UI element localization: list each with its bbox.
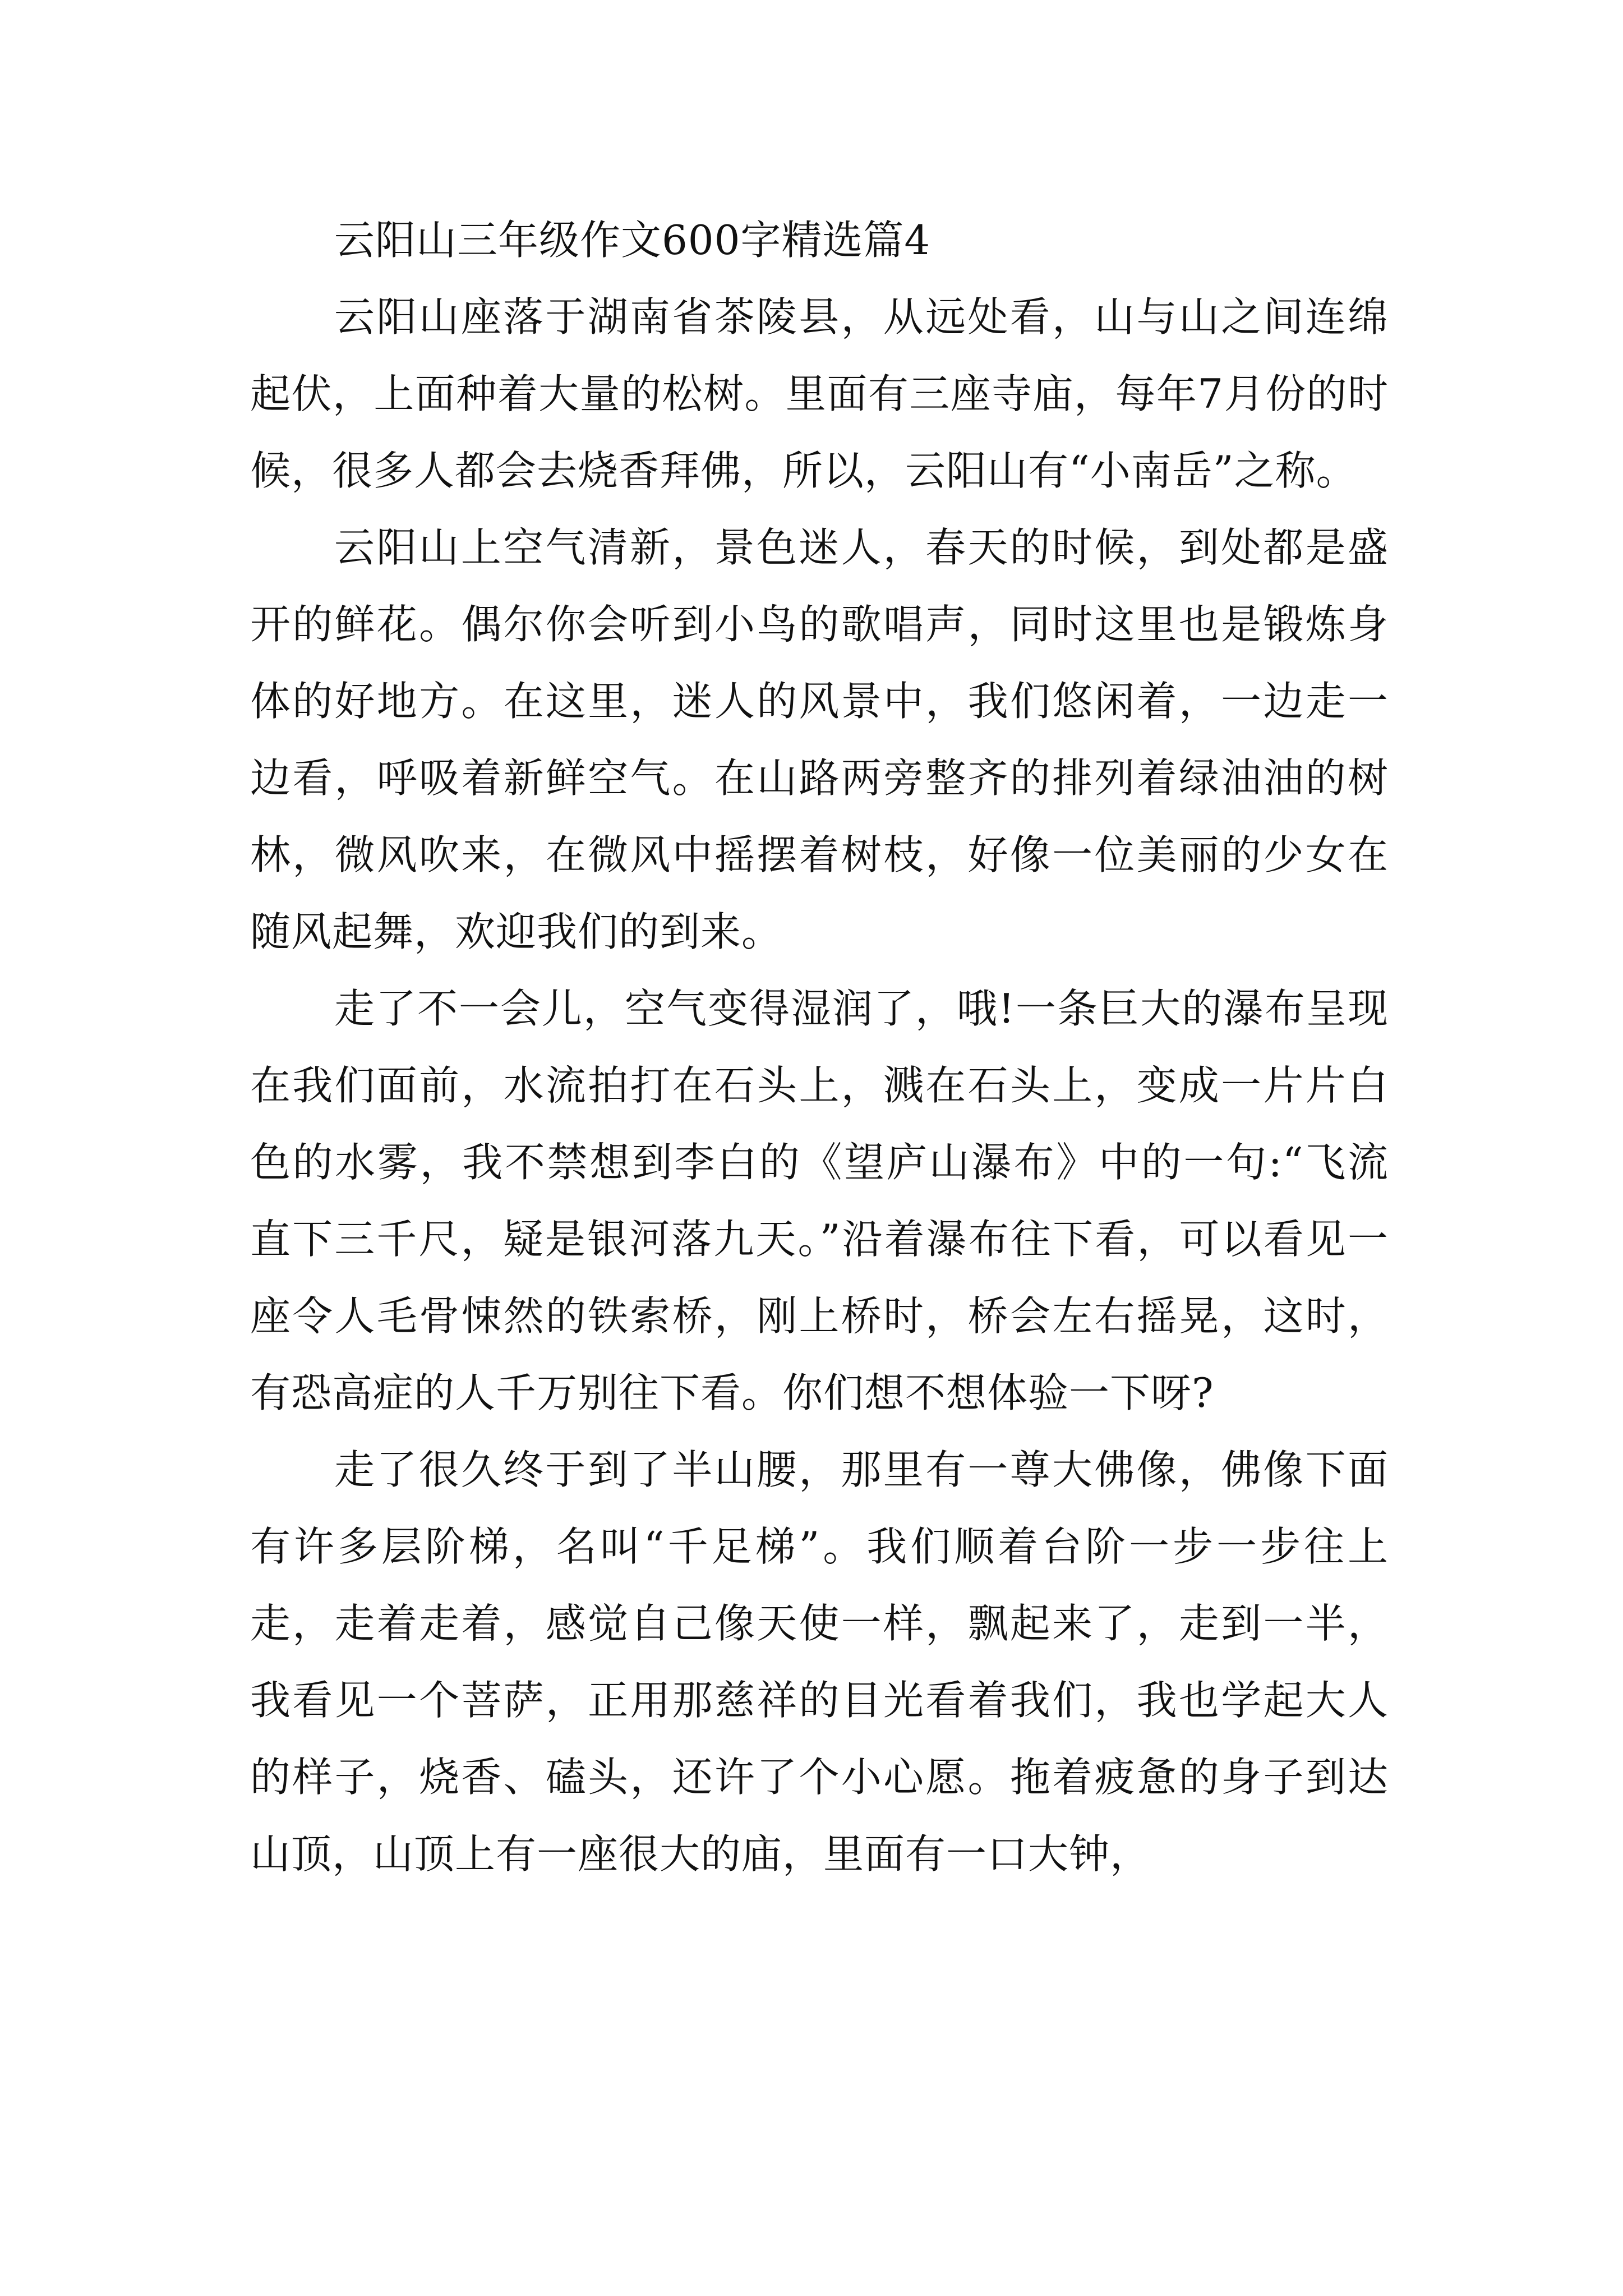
paragraph-2: 云阳山上空气清新，景色迷人，春天的时候，到处都是盛开的鲜花。偶尔你会听到小鸟的歌唱声，同时这里也是锻炼身体的好地方。在这里，迷人的风景中，我们悠闲着，一边走一边看，呼吸着新鲜空气。在山路两旁整齐的排列着绿油油的树林，微风吹来，在微风中摇摆着树枝，好像一位美丽的少女在随风起舞，欢迎我们的到来。 [250, 524, 1389, 955]
essay-title: 云阳山三年级作文600字精选篇4 [334, 217, 931, 264]
paragraph-1: 云阳山座落于湖南省茶陵县，从远处看，山与山之间连绵起伏，上面种着大量的松树。里面有三座寺庙，每年7月份的时候，很多人都会去烧香拜佛，所以，云阳山有“小南岳”之称。 [250, 293, 1389, 494]
paragraph-4: 走了很久终于到了半山腰，那里有一尊大佛像，佛像下面有许多层阶梯，名叫“千足梯”。我们顺着台阶一步一步往上走，走着走着，感觉自己像天使一样，飘起来了，走到一半，我看见一个菩萨，正用那慈祥的目光看着我们，我也学起大人的样子，烧香、磕头，还许了个小心愿。拖着疲惫的身子到达山顶，山顶上有一座很大的庙，里面有一口大钟， [250, 1446, 1389, 1878]
document-body [250, 202, 1389, 1893]
paragraph-3: 走了不一会儿，空气变得湿润了，哦!一条巨大的瀑布呈现在我们面前，水流拍打在石头上，溅在石头上，变成一片片白色的水雾，我不禁想到李白的《望庐山瀑布》中的一句:“飞流直下三千尺，疑是银河落九天。”沿着瀑布往下看，可以看见一座令人毛骨悚然的铁索桥，刚上桥时，桥会左右摇晃，这时，有恐高症的人千万别往下看。你们想不想体验一下呀? [250, 985, 1389, 1416]
